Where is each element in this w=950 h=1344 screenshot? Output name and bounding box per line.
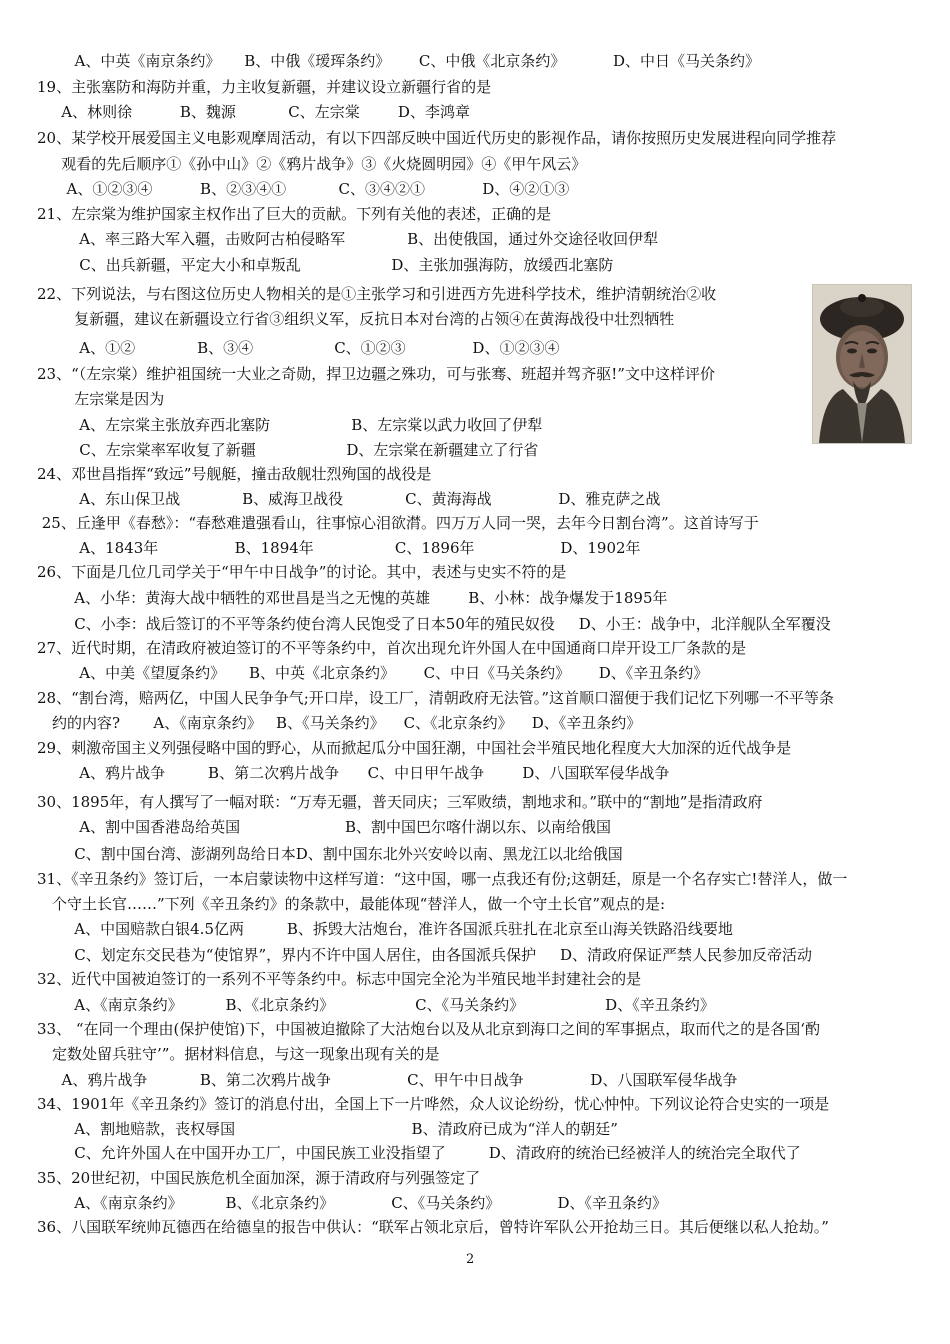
text-line: A、左宗棠主张放弃西北塞防 B、左宗棠以武力收回了伊犁 (65, 416, 543, 434)
text-line: 23、“（左宗棠）维护祖国统一大业之奇勋，捍卫边疆之殊功，可与张骞、班超并驾齐驱!”文中这样评价 (37, 365, 715, 383)
text-line: 36、八国联军统帅瓦德西在给德皇的报告中供认：“联军占领北京后，曾特许军队公开抢劫三日。其后便继以私人抢劫。” (37, 1218, 829, 1236)
text-line: A、中英《南京条约》 B、中俄《瑷珲条约》 C、中俄《北京条约》 D、中日《马关条约》 (65, 52, 761, 70)
text-line: 约的内容? A、《南京条约》 B、《马关条约》 C、《北京条约》 D、《辛丑条约》 (52, 714, 642, 732)
text-line: 32、近代中国被迫签订的一系列不平等条约中。标志中国完全沦为半殖民地半封建社会的是 (37, 970, 642, 988)
text-line: 33、 “在同一个理由(保护使馆)下，中国被迫撤除了大沽炮台以及从北京到海口之间的军事据点，取而代之的是各国‘酌 (37, 1020, 821, 1038)
text-line: 个守土长官……”下列《辛丑条约》的条款中，最能体现“替洋人，做一个守土长官”观点的是: (52, 895, 666, 913)
text-line: A、《南京条约》 B、《北京条约》 C、《马关条约》 D、《辛丑条约》 (60, 996, 715, 1014)
text-line: 28、“割台湾，赔两亿，中国人民争争气;开口岸，设工厂，清朝政府无法管。”这首顺口溜便于我们记忆下列哪一不平等条 (37, 689, 834, 707)
text-line: 29、刺激帝国主义列强侵略中国的野心，从而掀起瓜分中国狂潮，中国社会半殖民地化程度大大加深的近代战争是 (37, 739, 792, 757)
text-line: A、林则徐 B、魏源 C、左宗棠 D、李鸿章 (47, 103, 470, 121)
text-line: 观看的先后顺序①《孙中山》②《鸦片战争》③《火烧圆明园》④《甲午风云》 (47, 155, 587, 173)
text-line: 35、20世纪初，中国民族危机全面加深，源于清政府与列强签定了 (37, 1169, 481, 1187)
page-number: 2 (466, 1252, 475, 1267)
zuo-zongtang-portrait (812, 284, 912, 444)
text-line: A、①② B、③④ C、①②③ D、①②③④ (65, 339, 560, 357)
text-line: 34、1901年《辛丑条约》签订的消息付出，全国上下一片哗然，众人议论纷纷，忧心忡忡。下列议论符合史实的一项是 (37, 1095, 830, 1113)
text-line: 定数处留兵驻守’”。据材料信息，与这一现象出现有关的是 (52, 1045, 440, 1063)
text-line: C、割中国台湾、澎湖列岛给日本D、割中国东北外兴安岭以南、黑龙江以北给俄国 (60, 845, 623, 863)
text-line: A、中国赔款白银4.5亿两 B、拆毁大沽炮台，准许各国派兵驻扎在北京至山海关铁路沿线要地 (60, 920, 733, 938)
portrait-image (813, 285, 911, 443)
text-line: A、东山保卫战 B、威海卫战役 C、黄海海战 D、雅克萨之战 (65, 490, 661, 508)
text-line: A、率三路大军入疆，击败阿古柏侵略军 B、出使俄国，通过外交途径收回伊犁 (65, 230, 659, 248)
text-line: A、割中国香港岛给英国 B、割中国巴尔喀什湖以东、以南给俄国 (65, 818, 612, 836)
text-line: A、割地赔款，丧权辱国 B、清政府已成为“洋人的朝廷” (60, 1120, 618, 1138)
text-line: C、划定东交民巷为“使馆界”，界内不许中国人居住，由各国派兵保护 D、清政府保证严禁人民参加反帝活动 (60, 946, 812, 964)
text-line: C、允许外国人在中国开办工厂，中国民族工业没指望了 D、清政府的统治已经被洋人的统治完全取代了 (60, 1144, 801, 1162)
text-line: 24、邓世昌指挥“致远”号舰艇，撞击敌舰壮烈殉国的战役是 (37, 465, 432, 483)
text-line: 左宗棠是因为 (60, 390, 165, 408)
text-line: A、《南京条约》 B、《北京条约》 C、《马关条约》 D、《辛丑条约》 (60, 1194, 668, 1212)
text-line: 27、近代时期，在清政府被迫签订的不平等条约中，首次出现允许外国人在中国通商口岸开设工厂条款的是 (37, 639, 747, 657)
text-line: A、鸦片战争 B、第二次鸦片战争 C、甲午中日战争 D、八国联军侵华战争 (52, 1071, 738, 1089)
text-line: A、中美《望厦条约》 B、中英《北京条约》 C、中日《马关条约》 D、《辛丑条约》 (65, 664, 709, 682)
text-line: C、小李：战后签订的不平等条约使台湾人民饱受了日本50年的殖民奴役 D、小王：战争中，北洋舰队全军覆没 (60, 615, 831, 633)
text-line: 20、某学校开展爱国主义电影观摩周活动，有以下四部反映中国近代历史的影视作品，请你按照历史发展进程向同学推荐 (37, 129, 837, 147)
text-line: C、左宗棠率军收复了新疆 D、左宗棠在新疆建立了行省 (65, 441, 539, 459)
text-line: A、鸦片战争 B、第二次鸦片战争 C、中日甲午战争 D、八国联军侵华战争 (65, 764, 670, 782)
text-line: 复新疆，建议在新疆设立行省③组织义军，反抗日本对台湾的占领④在黄海战役中壮烈牺牲 (60, 310, 675, 328)
text-line: 25、丘逢甲《春愁》：“春愁难遣强看山，往事惊心泪欲潸。四万万人同一哭，去年今日割台湾”。这首诗写于 (37, 514, 759, 532)
text-line: 22、下列说法，与右图这位历史人物相关的是①主张学习和引进西方先进科学技术，维护清朝统治②收 (37, 285, 717, 303)
text-line: 31、《辛丑条约》签订后，一本启蒙读物中这样写道：“这中国，哪一点我还有份;这朝廷，原是一个名存实亡!替洋人，做一 (37, 870, 848, 888)
text-line: 30、1895年，有人撰写了一幅对联：“万寿无疆，普天同庆；三军败绩，割地求和。”联中的“割地”是指清政府 (37, 793, 763, 811)
text-line: A、小华：黄海大战中牺牲的邓世昌是当之无愧的英雄 B、小林：战争爆发于1895年 (60, 589, 668, 607)
text-line: A、1843年 B、1894年 C、1896年 D、1902年 (65, 539, 641, 557)
text-line: 21、左宗棠为维护国家主权作出了巨大的贡献。下列有关他的表述，正确的是 (37, 205, 552, 223)
text-line: 26、下面是几位几司学关于“甲午中日战争”的讨论。其中，表述与史实不符的是 (37, 563, 567, 581)
text-line: 19、主张塞防和海防并重，力主收复新疆，并建议设立新疆行省的是 (37, 78, 492, 96)
text-line: C、出兵新疆，平定大小和卓叛乱 D、主张加强海防，放缓西北塞防 (65, 256, 614, 274)
text-line: A、①②③④ B、②③④① C、③④②① D、④②①③ (57, 180, 570, 198)
